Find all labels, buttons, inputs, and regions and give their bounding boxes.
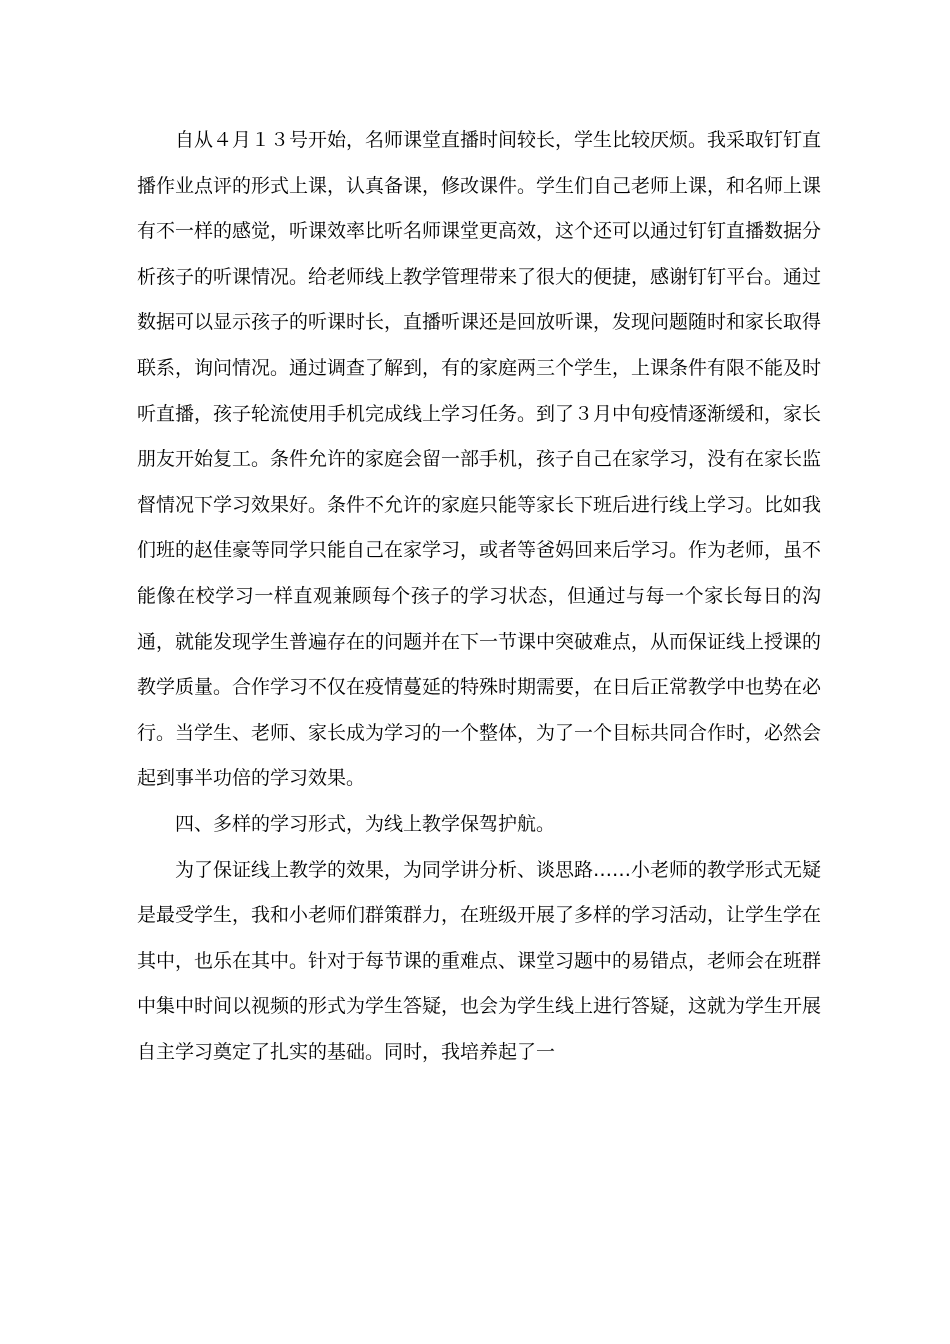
paragraph-learning-forms: 为了保证线上教学的效果，为同学讲分析、谈思路……小老师的教学形式无疑是最受学生，我和小老师们群策群力，在班级开展了多样的学习活动，让学生学在其中，也乐在其中。针对于每节课的重难点、课堂习题中的易错点，老师会在班群中集中时间以视频的形式为学生答疑，也会为学生线上进行答疑，这就为学生开展自主学习奠定了扎实的基础。同时，我培养起了一 <box>137 858 822 1063</box>
section-heading-four: 四、多样的学习形式，为线上教学保驾护航。 <box>175 812 556 835</box>
document-body <box>137 118 821 1075</box>
paragraph-online-teaching-experience: 自从４月１３号开始，名师课堂直播时间较长，学生比较厌烦。我采取钉钉直播作业点评的形式上课，认真备课，修改课件。学生们自己老师上课，和名师上课有不一样的感觉，听课效率比听名师课堂更高效，这个还可以通过钉钉直播数据分析孩子的听课情况。给老师线上教学管理带来了很大的便捷，感谢钉钉平台。通过数据可以显示孩子的听课时长，直播听课还是回放听课，发现问题随时和家长取得联系，询问情况。通过调查了解到，有的家庭两三个学生，上课条件有限不能及时听直播，孩子轮流使用手机完成线上学习任务。到了３月中旬疫情逐渐缓和，家长朋友开始复工。条件允许的家庭会留一部手机，孩子自己在家学习，没有在家长监督情况下学习效果好。条件不允许的家庭只能等家长下班后进行线上学习。比如我们班的赵佳豪等同学只能自己在家学习，或者等爸妈回来后学习。作为老师，虽不能像在校学习一样直观兼顾每个孩子的学习状态，但通过与每一个家长每日的沟通，就能发现学生普遍存在的问题并在下一节课中突破难点，从而保证线上授课的教学质量。合作学习不仅在疫情蔓延的特殊时期需要，在日后正常教学中也势在必行。当学生、老师、家长成为学习的一个整体，为了一个目标共同合作时，必然会起到事半功倍的学习效果。 <box>137 129 822 790</box>
